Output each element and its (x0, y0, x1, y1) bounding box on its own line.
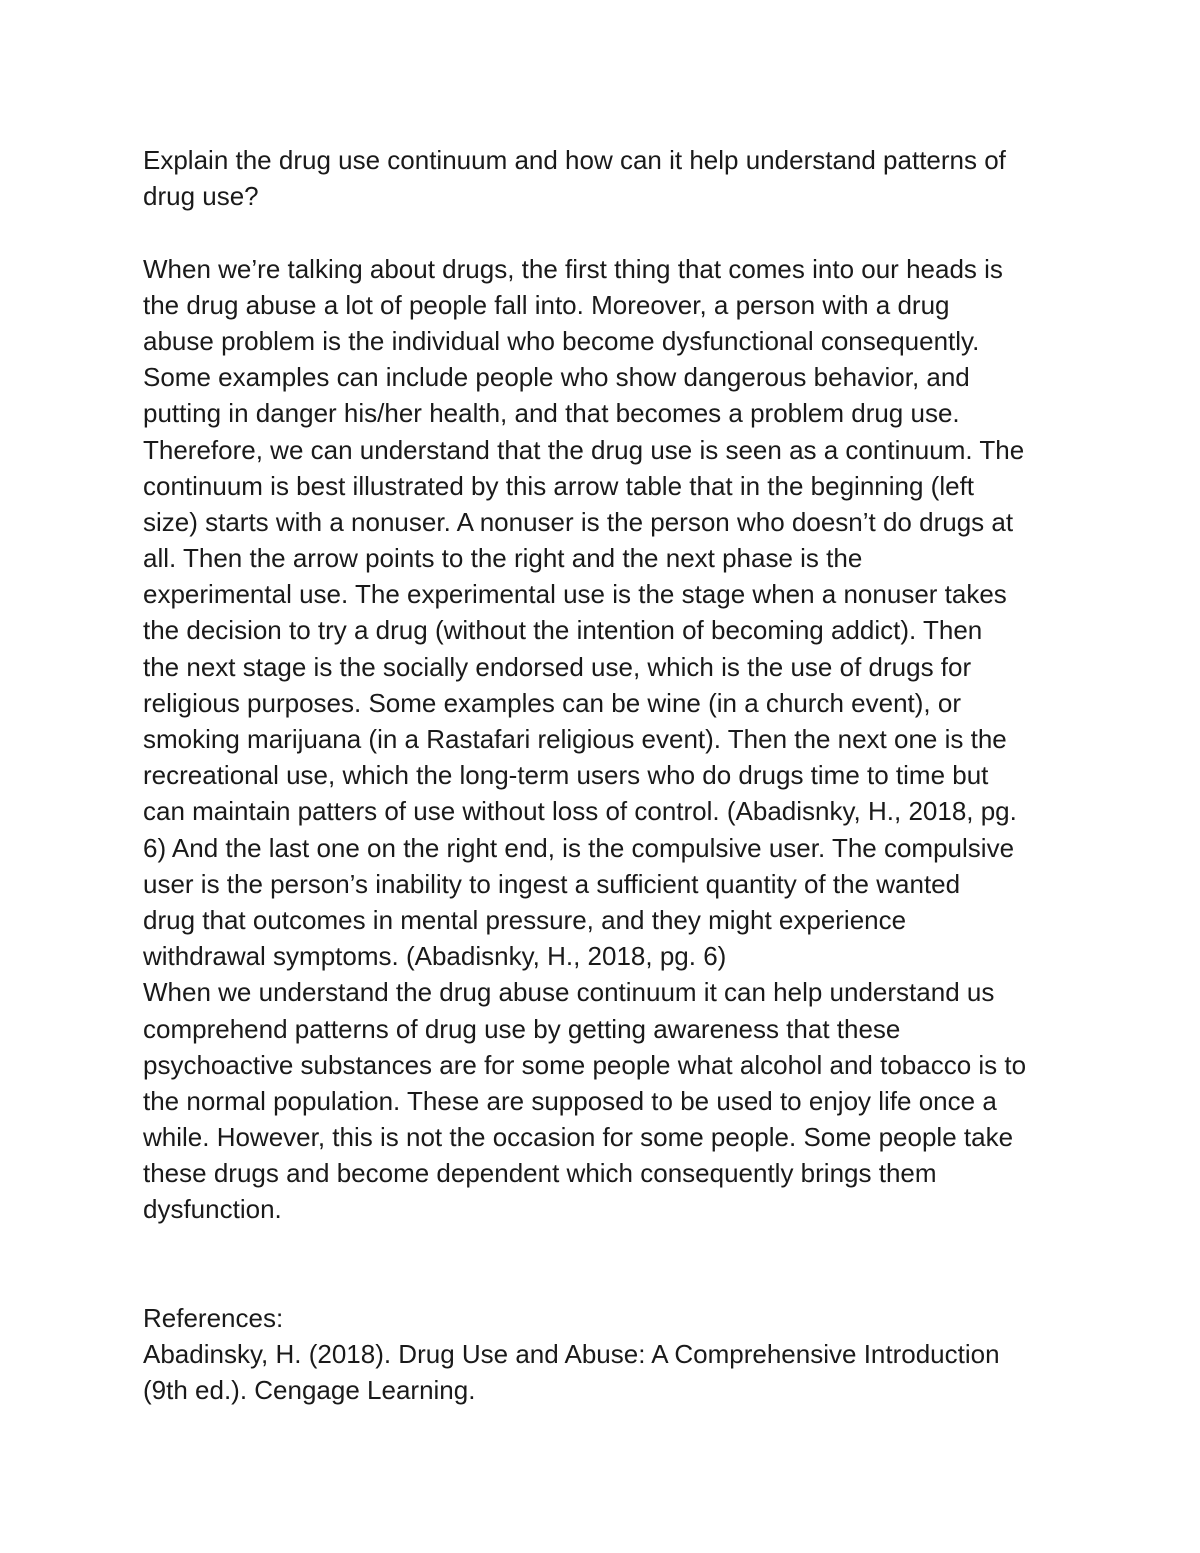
question (143, 142, 1063, 214)
reference-line: Abadinsky, H. (2018). Drug Use and Abuse: A Comprehensive Introduction (143, 1339, 1000, 1370)
answer-line: the decision to try a drug (without the intention of becoming addict). Then (143, 615, 983, 646)
answer-line: while. However, this is not the occasion for some people. Some people take (143, 1122, 1014, 1153)
answer-paragraph (143, 251, 1063, 1228)
document-body (143, 142, 1063, 1409)
answer-line: religious purposes. Some examples can be wine (in a church event), or (143, 687, 961, 718)
answer-line: all. Then the arrow points to the right and the next phase is the (143, 543, 863, 574)
answer-line: When we understand the drug abuse continuum it can help understand us (143, 977, 995, 1008)
question-line: Explain the drug use continuum and how can it help understand patterns of (143, 145, 1006, 175)
answer-line: withdrawal symptoms. (Abadisnky, H., 2018, pg. 6) (143, 941, 727, 972)
answer-line: the next stage is the socially endorsed use, which is the use of drugs for (143, 651, 972, 682)
answer-line: experimental use. The experimental use is the stage when a nonuser takes (143, 579, 1007, 610)
answer-line: the drug abuse a lot of people fall into. Moreover, a person with a drug (143, 289, 950, 320)
references-section (143, 1300, 1063, 1409)
answer-line: size) starts with a nonuser. A nonuser is the person who doesn’t do drugs at (143, 506, 1014, 537)
answer-line: smoking marijuana (in a Rastafari religious event). Then the next one is the (143, 724, 1007, 754)
answer-line: abuse problem is the individual who become dysfunctional consequently. (143, 325, 980, 356)
answer-line: 6) And the last one on the right end, is the compulsive user. The compulsive (143, 832, 1015, 863)
question-line: drug use? (143, 181, 259, 212)
answer-line: continuum is best illustrated by this arrow table that in the beginning (left (143, 470, 975, 501)
answer-line: these drugs and become dependent which consequently brings them (143, 1158, 937, 1189)
section-spacer (143, 1228, 1063, 1300)
answer-line: drug that outcomes in mental pressure, and they might experience (143, 904, 907, 935)
answer-line: can maintain patters of use without loss of control. (Abadisnky, H., 2018, pg. (143, 796, 1017, 827)
answer-line: dysfunction. (143, 1194, 282, 1225)
references-heading: References: (143, 1303, 284, 1334)
paragraph-spacer (143, 214, 1063, 250)
answer-line: user is the person’s inability to ingest a sufficient quantity of the wanted (143, 868, 961, 899)
answer-line: recreational use, which the long-term users who do drugs time to time but (143, 760, 989, 791)
answer-line: comprehend patterns of drug use by getting awareness that these (143, 1013, 901, 1044)
answer-line: Therefore, we can understand that the drug use is seen as a continuum. The (143, 434, 1025, 465)
answer-line: psychoactive substances are for some people what alcohol and tobacco is to (143, 1049, 1027, 1080)
answer-line: the normal population. These are supposed to be used to enjoy life once a (143, 1085, 997, 1116)
answer-line: Some examples can include people who show dangerous behavior, and (143, 362, 970, 393)
answer-line: putting in danger his/her health, and that becomes a problem drug use. (143, 398, 960, 429)
answer-line: When we’re talking about drugs, the first thing that comes into our heads is (143, 253, 1003, 284)
reference-line: (9th ed.). Cengage Learning. (143, 1375, 476, 1406)
